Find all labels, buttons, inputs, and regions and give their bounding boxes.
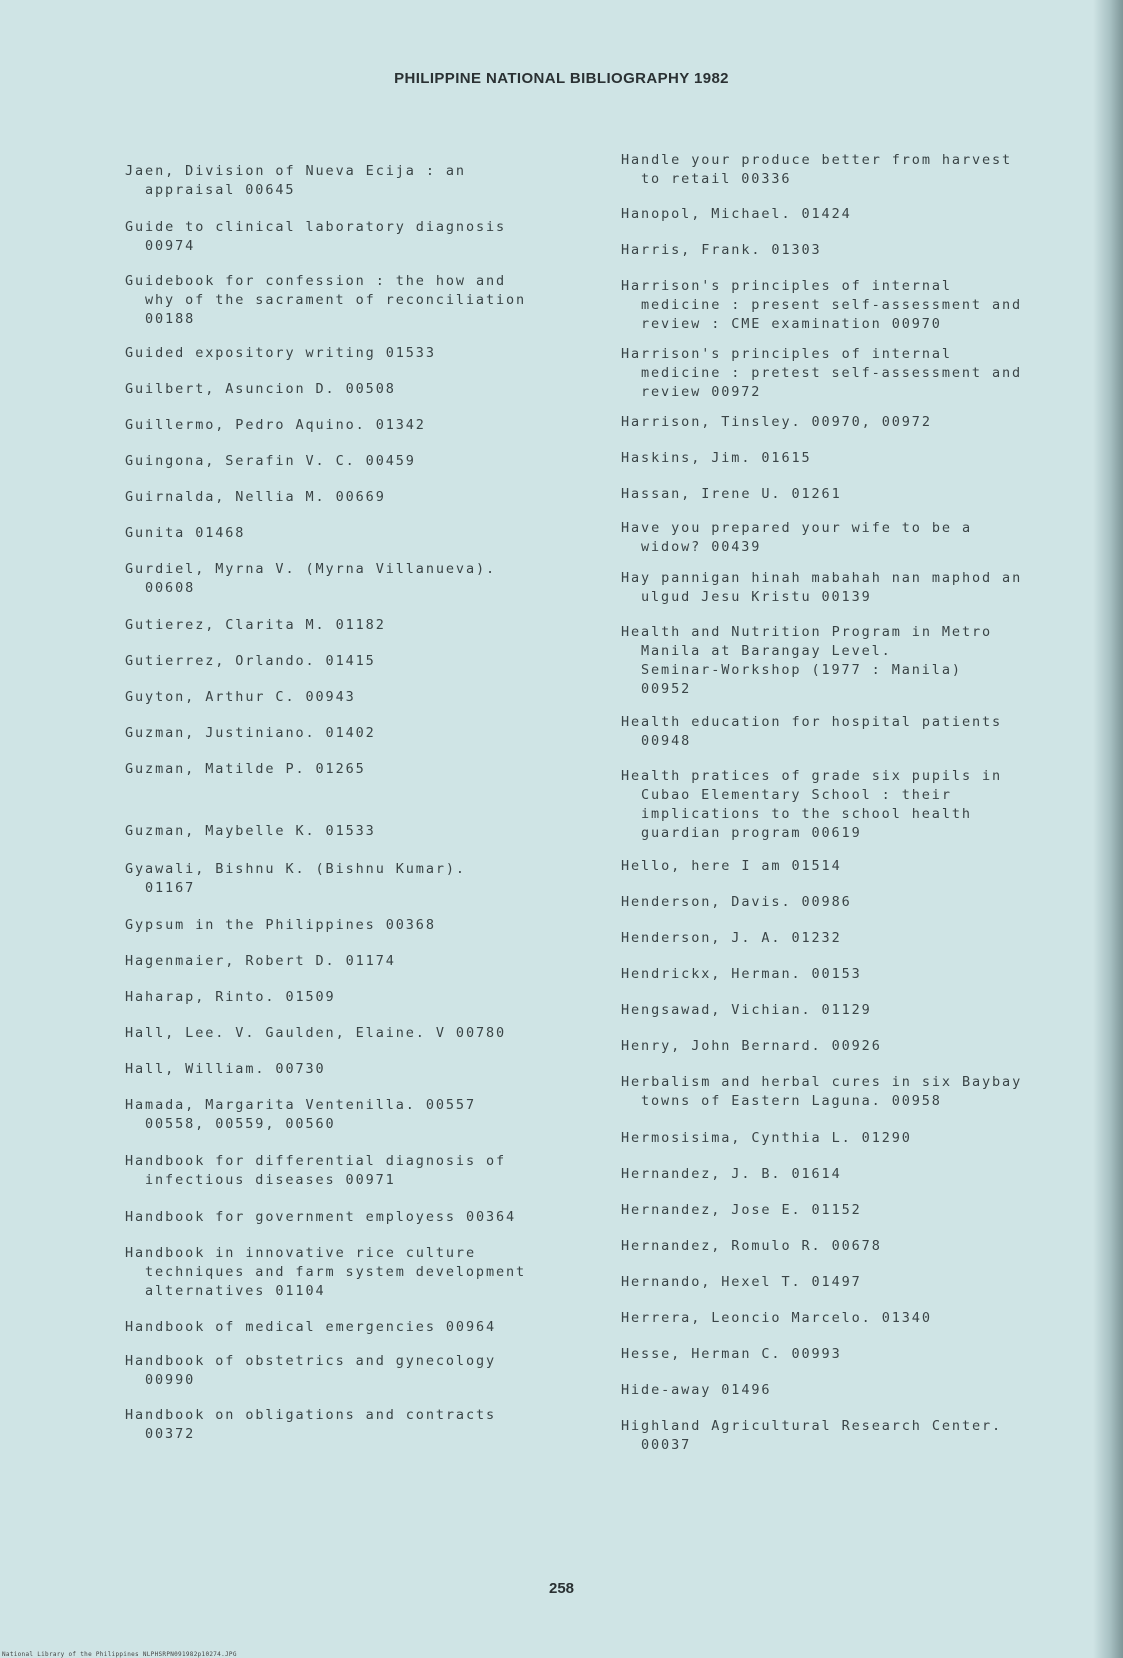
entry-continuation: implications to the school health — [641, 806, 972, 822]
entry-heading: Herbalism and herbal cures in six Baybay — [621, 1074, 1023, 1090]
entry-heading: Handbook on obligations and contracts — [125, 1407, 497, 1423]
entry-heading: Hamada, Margarita Ventenilla. 00557 — [125, 1097, 476, 1113]
index-entry — [621, 1381, 1081, 1400]
index-entry — [125, 988, 585, 1007]
entry-heading: Guilbert, Asuncion D. 00508 — [125, 381, 396, 397]
index-entry — [125, 1152, 585, 1190]
entry-heading: Henderson, Davis. 00986 — [621, 894, 852, 910]
entry-continuation: 00974 — [145, 238, 196, 254]
entry-heading: Henry, John Bernard. 00926 — [621, 1038, 882, 1054]
entry-heading: Gyawali, Bishnu K. (Bishnu Kumar). — [125, 861, 466, 877]
entry-continuation: infectious diseases 00971 — [145, 1172, 396, 1188]
index-entry — [125, 860, 585, 898]
entry-heading: Highland Agricultural Research Center. — [621, 1418, 1003, 1434]
entry-continuation: techniques and farm system development — [145, 1264, 527, 1280]
entry-continuation: appraisal 00645 — [145, 182, 296, 198]
index-entry — [621, 205, 1081, 224]
entry-continuation: medicine : pretest self-assessment and — [641, 365, 1023, 381]
entry-heading: Guide to clinical laboratory diagnosis — [125, 219, 507, 235]
entry-continuation: review 00972 — [641, 384, 762, 400]
entry-continuation: 00372 — [145, 1426, 196, 1442]
index-entry — [621, 277, 1081, 334]
index-entry — [621, 1073, 1081, 1111]
index-entry — [621, 1001, 1081, 1020]
entry-heading: Hay pannigan hinah mabahah nan maphod an — [621, 570, 1023, 586]
index-entry — [125, 524, 585, 543]
entry-heading: Guzman, Matilde P. 01265 — [125, 761, 366, 777]
entry-heading: Gutierrez, Orlando. 01415 — [125, 653, 376, 669]
index-entry — [125, 652, 585, 671]
index-entry — [125, 416, 585, 435]
entry-heading: Guidebook for confession : the how and — [125, 273, 507, 289]
index-entry — [125, 724, 585, 743]
entry-heading: Guirnalda, Nellia M. 00669 — [125, 489, 386, 505]
entry-continuation: guardian program 00619 — [641, 825, 862, 841]
index-entry — [621, 449, 1081, 468]
index-entry — [125, 344, 585, 363]
entry-continuation: towns of Eastern Laguna. 00958 — [641, 1093, 942, 1109]
index-entry — [621, 1273, 1081, 1292]
entry-heading: Gurdiel, Myrna V. (Myrna Villanueva). — [125, 561, 497, 577]
index-entry — [621, 413, 1081, 432]
entry-heading: Handbook of medical emergencies 00964 — [125, 1319, 497, 1335]
entry-heading: Have you prepared your wife to be a — [621, 520, 972, 536]
entry-continuation: 00952 — [641, 681, 692, 697]
entry-continuation: to retail 00336 — [641, 171, 792, 187]
entry-continuation: ulgud Jesu Kristu 00139 — [641, 589, 872, 605]
index-entry — [125, 1318, 585, 1337]
entry-heading: Hendrickx, Herman. 00153 — [621, 966, 862, 982]
entry-heading: Hernandez, Romulo R. 00678 — [621, 1238, 882, 1254]
index-entry — [125, 822, 585, 841]
entry-heading: Harrison, Tinsley. 00970, 00972 — [621, 414, 932, 430]
entry-heading: Harrison's principles of internal — [621, 278, 952, 294]
index-entry — [621, 485, 1081, 504]
index-entry — [621, 1417, 1081, 1455]
entry-heading: Hesse, Herman C. 00993 — [621, 1346, 842, 1362]
entry-continuation: Manila at Barangay Level. — [641, 643, 892, 659]
index-entry — [621, 893, 1081, 912]
entry-continuation: alternatives 01104 — [145, 1283, 326, 1299]
index-entry — [621, 569, 1081, 607]
entry-continuation: 00188 — [145, 311, 196, 327]
page-number: 258 — [548, 1580, 575, 1597]
index-entry — [621, 857, 1081, 876]
page-edge-shadow — [1093, 0, 1123, 1658]
index-entry — [125, 452, 585, 471]
index-entry — [621, 1345, 1081, 1364]
index-entry — [621, 623, 1081, 699]
index-entry — [621, 1309, 1081, 1328]
index-entry — [621, 1037, 1081, 1056]
index-entry — [125, 488, 585, 507]
left-column — [125, 0, 595, 1658]
entry-heading: Jaen, Division of Nueva Ecija : an — [125, 163, 466, 179]
entry-heading: Guillermo, Pedro Aquino. 01342 — [125, 417, 426, 433]
entry-heading: Herrera, Leoncio Marcelo. 01340 — [621, 1310, 932, 1326]
entry-heading: Handbook for government employess 00364 — [125, 1209, 517, 1225]
index-entry — [125, 1406, 585, 1444]
index-entry — [621, 1201, 1081, 1220]
entry-heading: Guzman, Justiniano. 01402 — [125, 725, 376, 741]
index-entry — [125, 380, 585, 399]
index-entry — [621, 1165, 1081, 1184]
index-entry — [621, 965, 1081, 984]
entry-heading: Guzman, Maybelle K. 01533 — [125, 823, 376, 839]
page-header: PHILIPPINE NATIONAL BIBLIOGRAPHY 1982 — [394, 70, 729, 87]
index-entry — [125, 760, 585, 779]
entry-heading: Hassan, Irene U. 01261 — [621, 486, 842, 502]
entry-heading: Haskins, Jim. 01615 — [621, 450, 812, 466]
entry-continuation: widow? 00439 — [641, 539, 762, 555]
index-entry — [125, 1096, 585, 1134]
index-entry — [125, 1352, 585, 1390]
index-entry — [125, 1244, 585, 1301]
entry-heading: Guingona, Serafin V. C. 00459 — [125, 453, 416, 469]
index-entry — [125, 616, 585, 635]
entry-heading: Handbook for differential diagnosis of — [125, 1153, 507, 1169]
entry-heading: Harrison's principles of internal — [621, 346, 952, 362]
index-entry — [125, 218, 585, 256]
entry-heading: Gutierez, Clarita M. 01182 — [125, 617, 386, 633]
entry-heading: Handbook of obstetrics and gynecology — [125, 1353, 497, 1369]
entry-continuation: why of the sacrament of reconciliation — [145, 292, 527, 308]
entry-heading: Hanopol, Michael. 01424 — [621, 206, 852, 222]
entry-heading: Health pratices of grade six pupils in — [621, 768, 1003, 784]
index-entry — [125, 1060, 585, 1079]
entry-heading: Health education for hospital patients — [621, 714, 1003, 730]
index-entry — [621, 1129, 1081, 1148]
entry-heading: Hengsawad, Vichian. 01129 — [621, 1002, 872, 1018]
entry-heading: Hall, Lee. V. Gaulden, Elaine. V 00780 — [125, 1025, 507, 1041]
entry-continuation: medicine : present self-assessment and — [641, 297, 1023, 313]
entry-continuation: Seminar-Workshop (1977 : Manila) — [641, 662, 962, 678]
entry-heading: Gunita 01468 — [125, 525, 246, 541]
index-entry — [621, 241, 1081, 260]
index-entry — [621, 1237, 1081, 1256]
right-column — [621, 0, 1091, 1658]
entry-heading: Hernandez, J. B. 01614 — [621, 1166, 842, 1182]
index-entry — [621, 713, 1081, 751]
entry-continuation: 00608 — [145, 580, 196, 596]
index-entry — [125, 916, 585, 935]
index-entry — [621, 519, 1081, 557]
entry-heading: Henderson, J. A. 01232 — [621, 930, 842, 946]
entry-continuation: Cubao Elementary School : their — [641, 787, 952, 803]
index-entry — [621, 929, 1081, 948]
entry-heading: Hall, William. 00730 — [125, 1061, 326, 1077]
entry-heading: Hagenmaier, Robert D. 01174 — [125, 953, 396, 969]
entry-heading: Hide-away 01496 — [621, 1382, 772, 1398]
index-entry — [621, 151, 1081, 189]
entry-continuation: 00037 — [641, 1437, 692, 1453]
index-entry — [125, 1024, 585, 1043]
entry-continuation: 00990 — [145, 1372, 196, 1388]
entry-heading: Hello, here I am 01514 — [621, 858, 842, 874]
entry-heading: Guided expository writing 01533 — [125, 345, 436, 361]
index-entry — [125, 162, 585, 200]
index-entry — [125, 952, 585, 971]
index-entry — [621, 767, 1081, 843]
entry-heading: Guyton, Arthur C. 00943 — [125, 689, 356, 705]
entry-heading: Harris, Frank. 01303 — [621, 242, 822, 258]
entry-continuation: 01167 — [145, 880, 196, 896]
index-entry — [125, 560, 585, 598]
index-entry — [125, 688, 585, 707]
entry-heading: Handbook in innovative rice culture — [125, 1245, 476, 1261]
entry-continuation: 00558, 00559, 00560 — [145, 1116, 336, 1132]
index-entry — [125, 272, 585, 329]
entry-heading: Haharap, Rinto. 01509 — [125, 989, 336, 1005]
index-entry — [621, 345, 1081, 402]
entry-heading: Health and Nutrition Program in Metro — [621, 624, 993, 640]
index-entry — [125, 1208, 585, 1227]
entry-continuation: review : CME examination 00970 — [641, 316, 942, 332]
entry-heading: Hermosisima, Cynthia L. 01290 — [621, 1130, 912, 1146]
entry-continuation: 00948 — [641, 733, 692, 749]
entry-heading: Hernando, Hexel T. 01497 — [621, 1274, 862, 1290]
entry-heading: Gypsum in the Philippines 00368 — [125, 917, 436, 933]
scan-footer: National Library of the Philippines NLPHSRPN091982p10274.JPG — [2, 1651, 237, 1658]
entry-heading: Handle your produce better from harvest — [621, 152, 1013, 168]
entry-heading: Hernandez, Jose E. 01152 — [621, 1202, 862, 1218]
